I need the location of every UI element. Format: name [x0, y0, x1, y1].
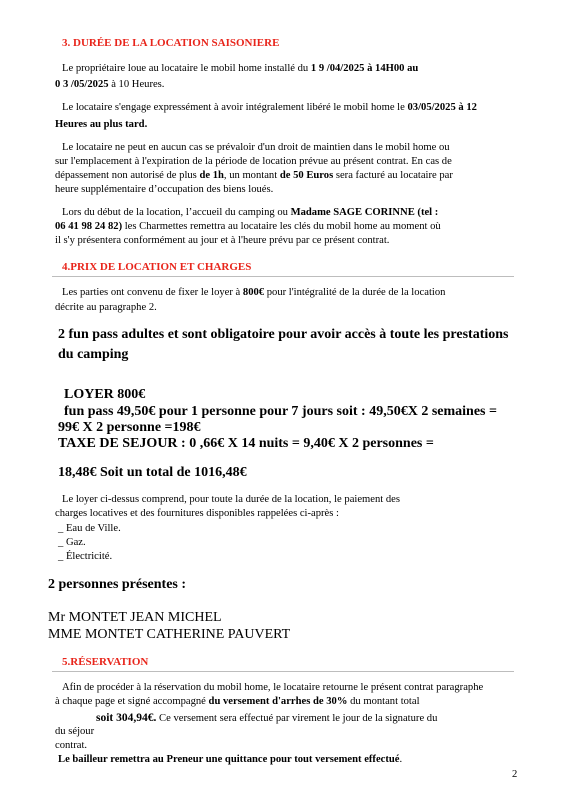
- reservation-l4: du séjour: [55, 726, 95, 737]
- paragraph-dates-cont: 0 3 /05/2025 à 10 Heures.: [55, 79, 165, 90]
- paragraph-dates: Le propriétaire loue au locataire le mobil home installé du 1 9 /04/2025 à 14H00 au: [62, 63, 419, 74]
- section-4-divider: [52, 276, 514, 277]
- reservation-l2: à chaque page et signé accompagné du versement d'arrhes de 30% du montant total: [55, 696, 420, 707]
- paragraph-maintien-l3: dépassement non autorisé de plus de 1h, un montant de 50 Euros sera facturé au locataire par: [55, 170, 453, 181]
- reservation-l3: soit 304,94€. Ce versement sera effectué par virement le jour de la signature du: [96, 712, 438, 724]
- paragraph-loyer-l2: décrite au paragraphe 2.: [55, 302, 157, 313]
- person-name-1: Mr MONTET JEAN MICHEL: [48, 610, 222, 625]
- total-line: 18,48€ Soit un total de 1016,48€: [58, 465, 247, 480]
- reservation-l5: contrat.: [55, 740, 88, 751]
- page-number: 2: [512, 769, 518, 780]
- paragraph-accueil-l1: Lors du début de la location, l’accueil du camping ou Madame SAGE CORINNE (tel :: [62, 207, 439, 218]
- section-4-title: 4.PRIX DE LOCATION ET CHARGES: [62, 261, 252, 273]
- calc-line-2: 99€ X 2 personne =198€: [58, 420, 201, 435]
- charge-item-electricity: _ Électricité.: [58, 551, 113, 562]
- paragraph-departure: Le locataire s'engage expressément à avoir intégralement libéré le mobil home le 03/05/2025 à 12: [62, 102, 477, 113]
- charge-item-gas: _ Gaz.: [58, 537, 86, 548]
- paragraph-maintien-l2: sur l'emplacement à l'expiration de la période de location prévue au présent contrat. En cas de: [55, 156, 452, 167]
- loyer-line: LOYER 800€: [64, 387, 146, 402]
- calc-line-1: fun pass 49,50€ pour 1 personne pour 7 jours soit : 49,50€X 2 semaines =: [64, 404, 497, 419]
- funpass-line-2: du camping: [58, 347, 129, 362]
- paragraph-accueil-l3: il s'y présentera conformément au jour et à l'heure prévu par ce présent contrat.: [55, 235, 390, 246]
- persons-heading: 2 personnes présentes :: [48, 577, 187, 592]
- section-5-divider: [52, 671, 514, 672]
- reservation-l6: Le bailleur remettra au Preneur une quittance pour tout versement effectué.: [58, 754, 403, 765]
- paragraph-loyer-l1: Les parties ont convenu de fixer le loyer à 800€ pour l'intégralité de la durée de la location: [62, 287, 446, 298]
- reservation-l1: Afin de procéder à la réservation du mobil home, le locataire retourne le présent contrat paragraphe: [62, 682, 484, 693]
- paragraph-maintien-l4: heure supplémentaire d’occupation des biens loués.: [55, 184, 274, 195]
- section-5-title: 5.RÉSERVATION: [62, 656, 149, 668]
- paragraph-departure-cont: Heures au plus tard.: [55, 119, 148, 130]
- funpass-line-1: 2 fun pass adultes et sont obligatoire pour avoir accès à toute les prestations: [58, 327, 509, 342]
- charges-l1: Le loyer ci-dessus comprend, pour toute la durée de la location, le paiement des: [62, 494, 400, 505]
- charge-item-water: _ Eau de Ville.: [58, 523, 121, 534]
- paragraph-maintien-l1: Le locataire ne peut en aucun cas se prévaloir d'un droit de maintien dans le mobil home ou: [62, 142, 450, 153]
- calc-line-3: TAXE DE SEJOUR : 0 ,66€ X 14 nuits = 9,40€ X 2 personnes =: [58, 436, 434, 451]
- person-name-2: MME MONTET CATHERINE PAUVERT: [48, 627, 291, 642]
- paragraph-accueil-l2: 06 41 98 24 82) les Charmettes remettra au locataire les clés du mobil home au moment où: [55, 221, 441, 232]
- charges-l2: charges locatives et des fournitures disponibles rappelées ci-après :: [55, 508, 339, 519]
- section-3-title: 3. DURÉE DE LA LOCATION SAISONIERE: [62, 37, 280, 49]
